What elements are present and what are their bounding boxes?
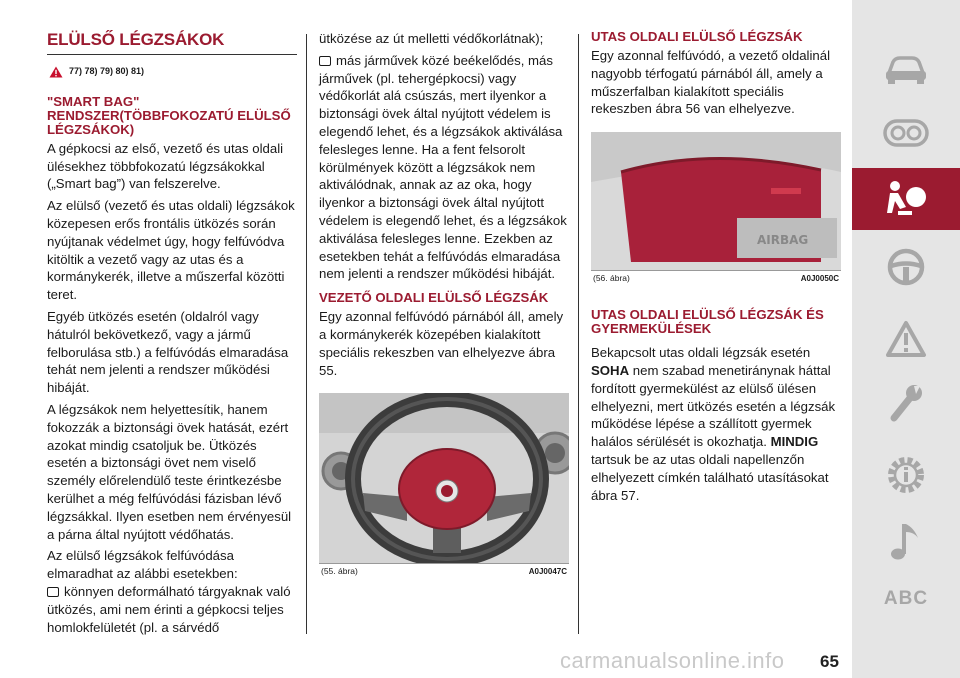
section-heading-driver-airbag: VEZETŐ OLDALI ELÜLSŐ LÉGZSÁK [319, 290, 549, 306]
paragraph: Egy azonnal felfúvódó párnából áll, amely a kormánykerék közepében kialakított speciális rekeszben van elhelyezve ábra 55. [319, 309, 564, 378]
paragraph: ütközése az út melletti védőkorlátnak); [319, 31, 544, 46]
paragraph-text: Bekapcsolt utas oldali légzsák esetén [591, 345, 811, 361]
dashboard-gauges-icon [883, 118, 929, 148]
checkbox-bullet-icon [47, 587, 59, 597]
section-heading-passenger-airbag: UTAS OLDALI ELÜLSŐ LÉGZSÁK [591, 29, 803, 44]
column-3 [591, 30, 841, 508]
figure-56 [591, 132, 841, 286]
paragraph [47, 547, 297, 636]
figure-caption [591, 270, 841, 286]
section-heading-smart-bag: "SMART BAG" RENDSZER(TÖBBFOKOZATÚ ELÜLSŐ LÉGZSÁKOK) [47, 93, 291, 137]
page-title: ELÜLSŐ LÉGZSÁKOK [47, 30, 297, 55]
paragraph [591, 344, 841, 504]
paragraph [319, 52, 569, 283]
paragraph-text: tartsuk be az utas oldali napellenzőn elhelyezett címkén található utasításokat ábra 57. [591, 451, 829, 503]
airbag-passenger-icon [884, 179, 928, 219]
paragraph: Egyéb ütközés esetén (oldalról vagy hátulról bekövetkező, vagy a jármű felborulása stb.) a felfúvódás elmaradása tehát nem jelenti a rendszer működési hibáját. [47, 308, 289, 396]
sidebar-item-dashboard[interactable] [852, 102, 960, 164]
keyword-always: MINDIG [770, 434, 819, 450]
chapter-sidebar [852, 0, 960, 678]
steering-wheel-icon [886, 247, 926, 287]
figure-caption-text: (56. ábra) [593, 272, 630, 283]
column-2 [319, 30, 569, 579]
sidebar-item-safety[interactable] [852, 168, 960, 230]
steering-wheel-airbag-image [319, 393, 569, 563]
warning-references [47, 63, 297, 81]
figure-55 [319, 393, 569, 579]
page-number: 65 [820, 652, 839, 671]
paragraph: Egy azonnal felfúvódó, a vezető oldalinál nagyobb térfogatú párnából áll, amely a műszerfalban kialakított speciális rekeszben ábra 56 van elhelyezve. [591, 48, 831, 117]
car-icon [883, 53, 929, 85]
paragraph: A légzsákok nem helyettesítik, hanem fokozzák a biztonsági övek hatását, ezért azokat mindig csatoljuk be. Ütközés esetén a biztonsági övet nem viselő személy előrelendülő teste érintkezésbe kerülhet a még felfúvódási fázisban lévő légzsákkal. Ilyen esetben nem érvényesül a párna által nyújtott védőhatás. [47, 401, 292, 542]
sidebar-item-emergency[interactable] [852, 308, 960, 370]
figure-caption-text: (55. ábra) [321, 565, 358, 576]
gear-info-icon [885, 454, 927, 496]
column-divider [578, 34, 579, 634]
sidebar-item-multimedia[interactable] [852, 510, 960, 572]
warning-icon [49, 66, 63, 78]
checkbox-bullet-icon [319, 56, 331, 66]
wrench-icon [886, 382, 926, 424]
bullet-text: könnyen deformálható tárgyaknak való ütközés, ami nem érinti a gépkocsi teljes homlokfelületét (pl. a sárvédő [47, 583, 291, 635]
sidebar-item-technical-data[interactable] [852, 444, 960, 506]
paragraph-text: Az elülső légzsákok felfúvódása elmaradhat az alábbi esetekben: [47, 548, 238, 582]
sidebar-item-car[interactable] [852, 38, 960, 100]
figure-code: A0J0047C [528, 566, 567, 576]
bullet-text: más járművek közé beékelődés, más járművek (pl. tehergépkocsi) vagy védőkorlát alá csúszás, mert ilyenkor a biztonsági övek által nyújtott védelem is elegendő lehet, és a légzsákok aktiválása felesleges lenne. Ha a fent felsorolt körülmények között a légzsákok nem aktiválódnak, annak az az oka, hogy ilyenkor a biztonsági övek által nyújtott védelem is elegendő lehet, és a légzsákok aktiválása felesleges lenne. Ezekben az esetekben tehát a felfúvódás elmaradása nem jelenti a rendszer működési hibáját. [319, 52, 567, 282]
column-1 [47, 30, 297, 640]
passenger-airbag-image [591, 132, 841, 270]
section-heading-child-seats: UTAS OLDALI ELÜLSŐ LÉGZSÁK ÉS GYERMEKÜLÉSEK [591, 307, 824, 337]
figure-code: A0J0050C [800, 273, 839, 283]
paragraph: Az elülső (vezető és utas oldali) légzsákok közepesen erős frontális ütközés során nyújtanak védelmet úgy, hogy felfúvódva kitöltik a vezető vagy az utas és a kormánykerék, illetve a műszerfal közötti teret. [47, 198, 295, 303]
warning-triangle-icon [885, 320, 927, 358]
music-note-icon [888, 520, 924, 562]
sidebar-item-driving[interactable] [852, 236, 960, 298]
sidebar-item-index[interactable] [852, 568, 960, 630]
warning-refs-text: 77) 78) 79) 80) 81) [69, 66, 145, 76]
sidebar-item-maintenance[interactable] [852, 372, 960, 434]
airbag-label: AIRBAG [757, 233, 809, 248]
paragraph-text: nem szabad menetiránynak háttal fordított gyermekülést az elülső ülésen elhelyezni, mert ütközés esetén a légzsák működése lépése a szállított gyermek halálos sérülését is okozhatja. [591, 362, 836, 450]
watermark: carmanualsonline.info [560, 648, 785, 673]
column-divider [306, 34, 307, 634]
keyword-never: SOHA [591, 362, 630, 378]
paragraph: A gépkocsi az első, vezető és utas oldali ülésekhez többfokozatú légzsákokkal („Smart bag”) van felszerelve. [47, 140, 284, 192]
abc-label: ABC [883, 588, 929, 609]
figure-caption [319, 563, 569, 579]
